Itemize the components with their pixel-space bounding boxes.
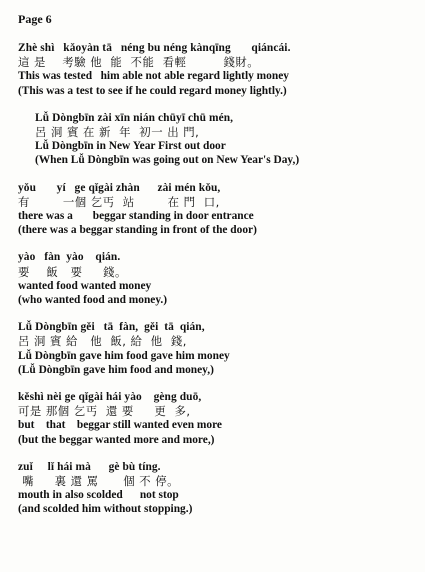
gloss-line: there was a beggar standing in door entrance: [18, 210, 254, 223]
hanzi-line: 要 飯 要 錢。: [18, 264, 127, 279]
pinyin-line: Lǚ Dòngbīn gěi tā fàn, gěi tā qián,: [18, 321, 205, 334]
stanza: [18, 111, 411, 168]
hanzi-line: 有 一個 乞丐 站 在 門 口,: [18, 194, 220, 209]
stanza: [18, 41, 411, 98]
gloss-line: Lǚ Dòngbīn gave him food gave him money: [18, 349, 230, 362]
pinyin-line: Zhè shì kǎoyàn tā néng bu néng kànqīng qiáncái.: [18, 42, 291, 54]
gloss-line: but that beggar still wanted even more: [18, 419, 222, 432]
translation-line: (but the beggar wanted more and more,): [18, 433, 215, 446]
stanza: [18, 390, 411, 447]
translation-line: (and scolded him without stopping.): [18, 503, 193, 516]
stanza: [18, 320, 411, 377]
pinyin-line: yǒu yí ge qǐgài zhàn zài mén kǒu,: [18, 181, 221, 194]
translation-line: (This was a test to see if he could regard money lightly.): [18, 84, 287, 97]
stanza: [18, 460, 411, 517]
stanza: [18, 250, 411, 307]
translation-line: (who wanted food and money.): [18, 294, 168, 307]
hanzi-line: 呂 洞 賓 在 新 年 初一 出 門,: [35, 125, 200, 140]
hanzi-line: 這 是 考驗 他 能 不能 看輕 錢財。: [18, 55, 260, 70]
translation-line: (there was a beggar standing in front of the door): [18, 224, 257, 237]
pinyin-line: Lǚ Dòngbīn zài xīn nián chūyī chū mén,: [35, 111, 234, 124]
hanzi-line: 呂 洞 賓 給 他 飯, 給 他 錢,: [18, 334, 187, 349]
pinyin-line: yào fàn yào qián.: [18, 251, 121, 264]
gloss-line: wanted food wanted money: [18, 279, 152, 292]
translation-line: (When Lǚ Dòngbīn was going out on New Year's Day,): [35, 154, 300, 167]
hanzi-line: 可是 那個 乞丐 還 要 更 多,: [18, 404, 191, 419]
page-number: Page 6: [18, 12, 52, 26]
gloss-line: Lǚ Dòngbīn in New Year First out door: [35, 140, 226, 153]
hanzi-line: 嘴 裏 還 罵 個 不 停。: [18, 474, 180, 489]
pinyin-line: zuǐ lǐ hái mà gè bù tíng.: [18, 460, 161, 473]
stanza: [18, 181, 411, 238]
translation-line: (Lǚ Dòngbīn gave him food and money,): [18, 363, 214, 376]
pinyin-line: kěshì nèi ge qǐgài hái yào gèng duō,: [18, 391, 202, 404]
gloss-line: mouth in also scolded not stop: [18, 489, 179, 502]
gloss-line: This was tested him able not able regard lightly money: [18, 70, 289, 83]
stanza-list: [18, 41, 411, 517]
